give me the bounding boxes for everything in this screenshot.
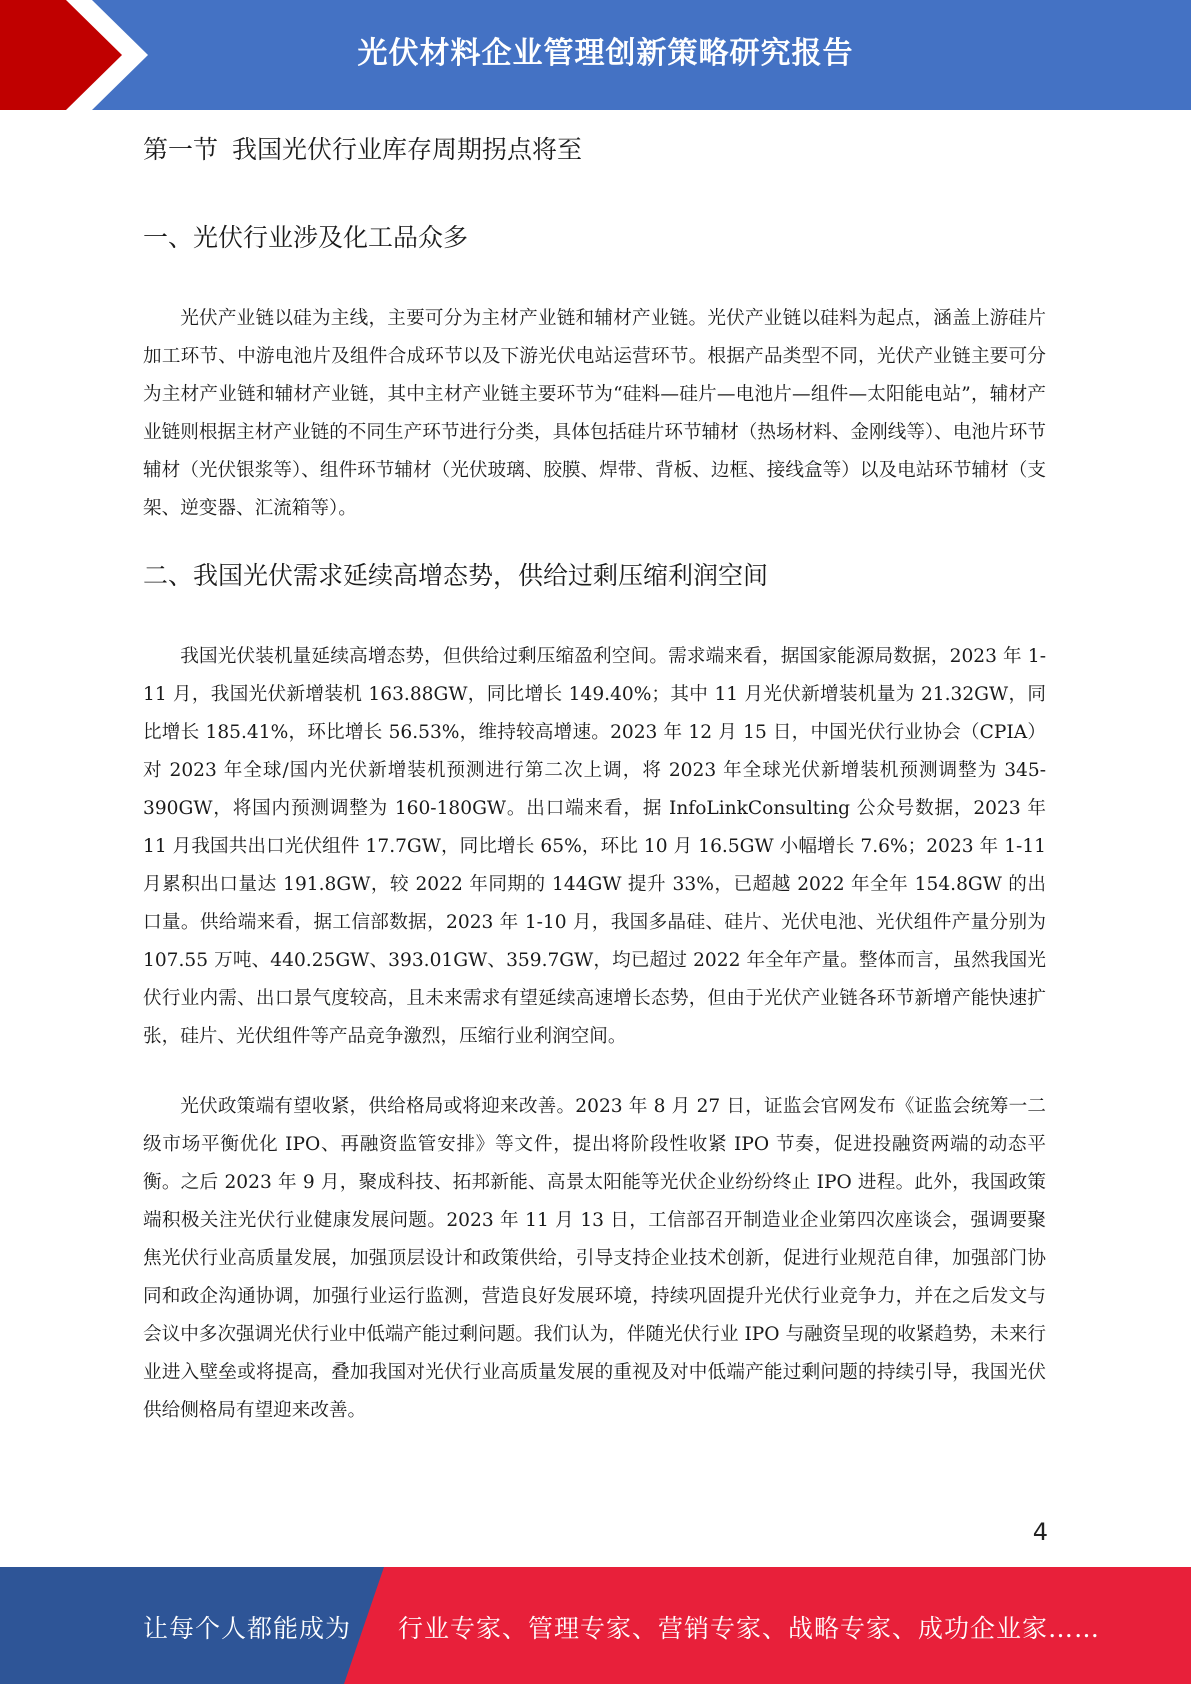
header-banner (0, 0, 1191, 110)
main-content (143, 130, 1046, 1430)
footer-slogan-left: 让每个人都能成为 (143, 1614, 352, 1643)
section-title-prefix: 第一节 (143, 135, 219, 164)
paragraph-3: 光伏政策端有望收紧，供给格局或将迎来改善。2023 年 8 月 27 日，证监会官网发布《证监会统筹一二级市场平衡优化 IPO、再融资监管安排》等文件，提出将阶段性收紧 IPO 节奏，促进投融资两端的动态平衡。之后 2023 年 9 月，聚成科技、拓邦新能、高景太阳能等光伏企业纷纷终止 IPO 进程。此外，我国政策端积极关注光伏行业健康发展问题。2023 年 11 月 13 日，工信部召开制造业企业第四次座谈会，强调要聚焦光伏行业高质量发展，加强顶层设计和政策供给，引导支持企业技术创新，促进行业规范自律，加强部门协同和政企沟通协调，加强行业运行监测，营造良好发展环境，持续巩固提升光伏行业竞争力，并在之后发文与会议中多次强调光伏行业中低端产能过剩问题。我们认为，伴随光伏行业 IPO 与融资呈现的收紧趋势，未来行业进入壁垒或将提高，叠加我国对光伏行业高质量发展的重视及对中低端产能过剩问题的持续引导，我国光伏供给侧格局有望迎来改善。 (143, 1096, 1046, 1421)
footer-slogan-right: 行业专家、管理专家、营销专家、战略专家、成功企业家…… (398, 1614, 1101, 1643)
section-title-text: 我国光伏行业库存周期拐点将至 (232, 135, 583, 164)
paragraph-1: 光伏产业链以硅为主线，主要可分为主材产业链和辅材产业链。光伏产业链以硅料为起点，涵盖上游硅片加工环节、中游电池片及组件合成环节以及下游光伏电站运营环节。根据产品类型不同，光伏产业链主要可分为主材产业链和辅材产业链，其中主材产业链主要环节为“硅料—硅片—电池片—组件—太阳能电站”，辅材产业链则根据主材产业链的不同生产环节进行分类，具体包括硅片环节辅材（热场材料、金刚线等）、电池片环节辅材（光伏银浆等）、组件环节辅材（光伏玻璃、胶膜、焊带、背板、边框、接线盒等）以及电站环节辅材（支架、逆变器、汇流箱等）。 (143, 308, 1046, 519)
paragraph-2: 我国光伏装机量延续高增态势，但供给过剩压缩盈利空间。需求端来看，据国家能源局数据，2023 年 1-11 月，我国光伏新增装机 163.88GW，同比增长 149.40%；其中 11 月光伏新增装机量为 21.32GW，同比增长 185.41%，环比增长 56.53%，维持较高增速。2023 年 12 月 15 日，中国光伏行业协会（CPIA）对 2023 年全球/国内光伏新增装机预测进行第二次上调，将 2023 年全球光伏新增装机预测调整为 345-390GW，将国内预测调整为 160-180GW。出口端来看，据 InfoLinkConsulting 公众号数据，2023 年 11 月我国共出口光伏组件 17.7GW，同比增长 65%，环比 10 月 16.5GW 小幅增长 7.6%；2023 年 1-11 月累积出口量达 191.8GW，较 2022 年同期的 144GW 提升 33%，已超越 2022 年全年 154.8GW 的出口量。供给端来看，据工信部数据，2023 年 1-10 月，我国多晶硅、硅片、光伏电池、光伏组件产量分别为 107.55 万吨、440.25GW、393.01GW、359.7GW，均已超过 2022 年全年产量。整体而言，虽然我国光伏行业内需、出口景气度较高，且未来需求有望延续高速增长态势，但由于光伏产业链各环节新增产能快速扩张，硅片、光伏组件等产品竞争激烈，压缩行业利润空间。 (143, 646, 1046, 1047)
report-title: 光伏材料企业管理创新策略研究报告 (357, 36, 854, 71)
page-number: 4 (1032, 1518, 1048, 1546)
footer-banner (0, 1567, 1191, 1684)
subsection-title-1: 一、光伏行业涉及化工品众多 (143, 223, 469, 252)
subsection-title-2: 二、我国光伏需求延续高增态势，供给过剩压缩利润空间 (143, 561, 769, 590)
section-title (143, 130, 1046, 170)
